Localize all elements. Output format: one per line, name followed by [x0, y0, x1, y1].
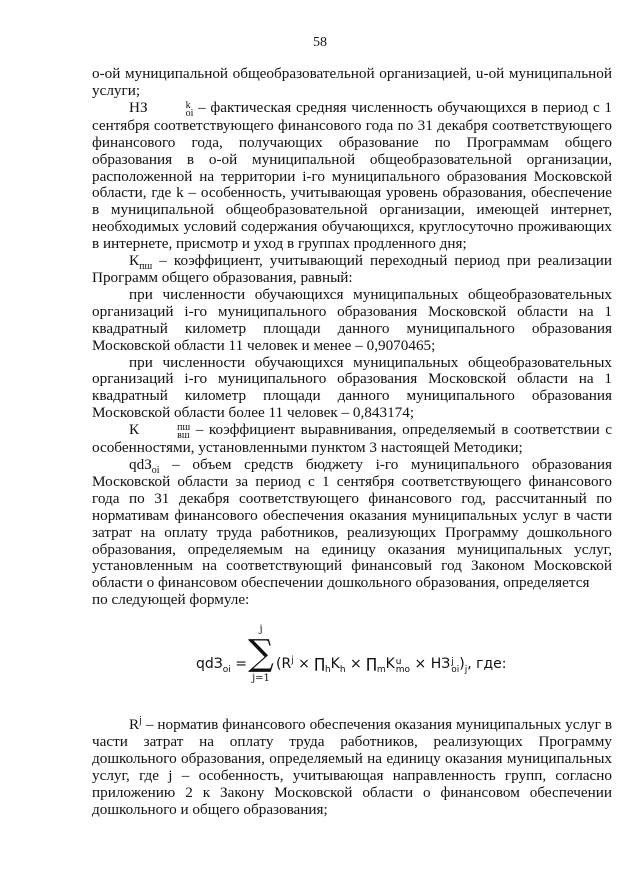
formula-nz-sup: j — [451, 657, 454, 668]
formula-kmo: K — [385, 656, 395, 673]
r-definition-text: – норматив финансового обеспечения оказания муниципальных услуг в части затрат на оплату труда работников, реализующих Программу дошкольного образования, определяемый на единицу оказания муниципальных услуг, где j – особенность, учитывающая направленность групп, согласно приложению 2 к Закону Московской области о финансовом обеспечении дошкольного и общего образования; — [92, 716, 612, 818]
symbol-kvsh-indices — [140, 424, 190, 440]
paragraph-formula-intro: по следующей формуле: — [92, 591, 250, 609]
formula-r-sup: j — [291, 655, 294, 666]
formula-nz: × НЗ — [410, 656, 451, 673]
formula-nz-sub: oi — [451, 665, 460, 676]
formula-kh-sub: h — [339, 664, 346, 675]
symbol-kpsh: К — [129, 252, 140, 270]
formula-kmo-indices — [396, 658, 410, 674]
formula-lhs-sub: oi — [222, 664, 231, 675]
paragraph-condition-2: при численности обучающихся муниципальных общеобразовательных организаций i-го муниципального образования Московской области на 1 квадратный километр площади данного муниципального образования Московской области более 11 человек – 0,843174; — [92, 353, 612, 422]
formula-close-paren: ) — [459, 656, 465, 673]
symbol-kvsh-sup: пш — [177, 422, 191, 434]
document-body — [92, 66, 612, 819]
formula-product-h-sub: h — [324, 664, 331, 675]
formula-tail: , где: — [467, 656, 507, 673]
paragraph-condition-1: при численности обучающихся муниципальных общеобразовательных организаций i-го муниципального образования Московской области на 1 квадратный километр площади данного муниципального образования Московской области 11 человек и менее – 0,9070465; — [92, 285, 612, 354]
kpsh-definition-text: – коэффициент, учитывающий переходный период при реализации Программ общего образования, равный: — [92, 252, 612, 286]
nz-definition-text: – фактическая средняя численность обучающихся в период с 1 сентября соответствующего финансового года по 31 декабря соответствующего финансового года, получающих образование по Программам общего образования в о-ой муниципальной общеобразовательной организации, расположенной на территории i-го муниципального образования Московской области, где k – особенность, учитывающая уровень образования, обеспечение в муниципальной общеобразовательной организации, имеющей интернет, необходимых условий содержания обучающихся, круглосуточно проживающих в интернете, присмотр и уход в группах продленного дня; — [92, 98, 612, 253]
paragraph-kvsh-definition — [92, 422, 612, 457]
formula-kmo-sub: mo — [395, 665, 411, 676]
formula — [92, 623, 612, 703]
symbol-qdz: qdЗ — [129, 456, 152, 474]
formula-equals: = — [230, 656, 247, 673]
symbol-kvsh-sub: вш — [177, 430, 190, 442]
formula-rhs — [276, 656, 506, 674]
symbol-kpsh-sub: пш — [139, 261, 153, 273]
formula-close-sub: j — [464, 664, 468, 675]
symbol-kvsh: К — [129, 421, 140, 439]
formula-product-h: × ∏ — [293, 656, 325, 673]
paragraph-1: о-ой муниципальной общеобразовательной организацией, u-ой муниципальной услуги; — [92, 65, 612, 99]
symbol-r-sup: j — [139, 715, 142, 727]
paragraph-qdz-definition — [92, 457, 612, 592]
formula-kh: K — [330, 656, 340, 673]
symbol-nz-sup: k — [185, 99, 191, 111]
formula-product-m: × ∏ — [345, 656, 377, 673]
symbol-r: R — [129, 716, 140, 734]
sum-upper-limit: j — [259, 624, 263, 636]
formula-product-m-sub: m — [376, 664, 386, 675]
formula-lhs — [196, 656, 247, 673]
kvsh-definition-text: – коэффициент выравнивания, определяемый в соответствии с особенностями, установленными пунктом 3 настоящей Методики; — [92, 421, 612, 457]
formula-r: (R — [276, 656, 292, 673]
symbol-nz-sub: oi — [185, 107, 194, 119]
paragraph-r-definition — [92, 717, 612, 818]
page-number: 58 — [313, 35, 327, 50]
formula-kmo-sup: u — [395, 657, 402, 668]
formula-sum — [248, 625, 274, 685]
sum-symbol: ∑ — [248, 633, 274, 675]
formula-lhs-base: qdЗ — [196, 656, 223, 673]
paragraph-nz-definition — [92, 100, 612, 253]
qdz-definition-text: – объем средств бюджету i-го муниципального образования Московской области за период с 1 сентября соответствующего финансового года по 31 декабря соответствующего финансового год, рассчитанный по нормативам финансового обеспечения оказания муниципальных услуг в части затрат на оплату труда работников, реализующих Программу дошкольного образования, определяемым на единицу оказания муниципальных услуг, установленным на соответствующий финансовый год Законом Московской области о финансовом обеспечении дошкольного образования, определяется — [92, 456, 612, 592]
paragraph-kpsh-definition — [92, 253, 612, 287]
symbol-nz: НЗ — [129, 98, 148, 116]
sum-lower-limit: j=1 — [252, 673, 270, 685]
symbol-qdz-sub: oi — [151, 465, 160, 477]
symbol-nz-indices — [149, 99, 194, 119]
